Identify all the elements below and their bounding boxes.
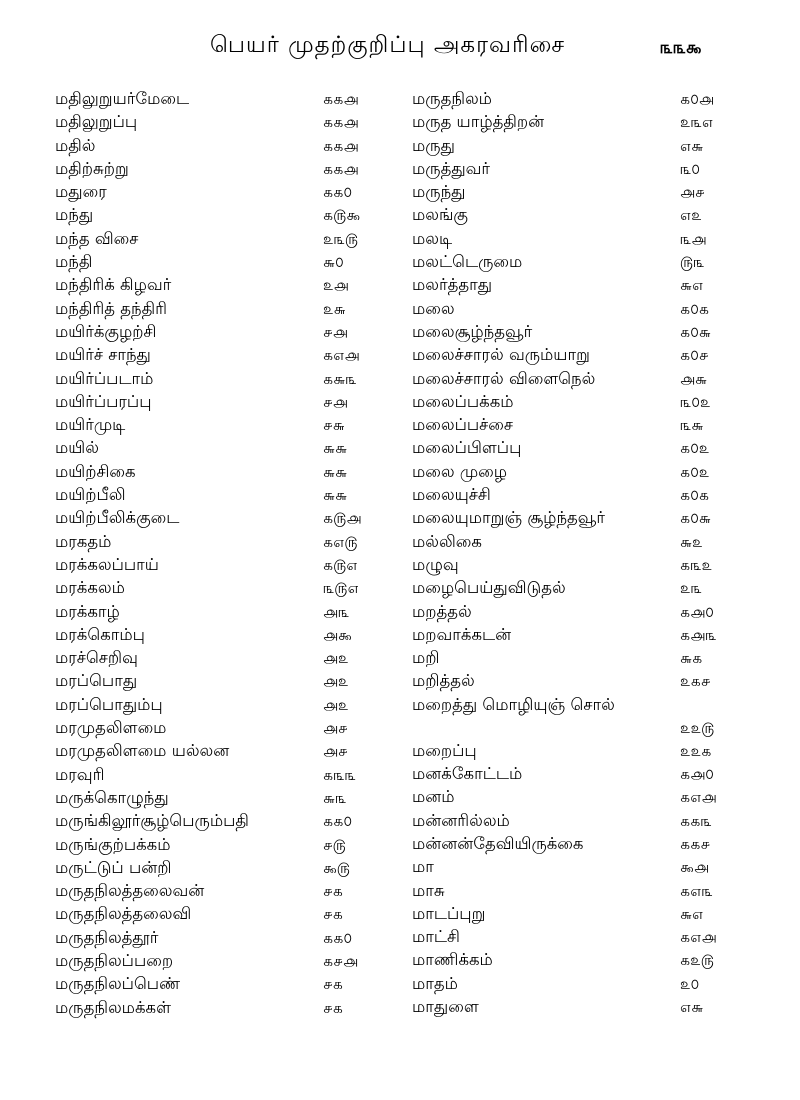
index-entry [412,996,742,1019]
index-term: மலைச்சாரல் வரும்யாறு [412,345,590,365]
index-page-ref: ௬௬ [323,462,348,481]
index-page-ref: ௭௬ [680,136,704,155]
index-term: மந்திரிக் கிழவர் [55,275,172,295]
index-term: மயிர்ப்படாம் [55,368,154,388]
index-page-ref: ௧௦௨ [680,462,710,481]
index-page-ref: ௧௭௫ [323,532,358,551]
index-term: மயில் [55,438,99,458]
index-term: மரக்கொம்பு [55,624,145,644]
index-page-ref: ௬௭ [680,276,704,295]
index-entry [55,368,355,391]
index-page-ref: ௨௧௪ [680,672,711,691]
index-entry [412,670,742,693]
index-entry [412,601,742,624]
index-term: மாதம் [412,973,458,993]
index-page-ref: ௨௩௫ [323,229,359,248]
index-page-ref: ௮௪ [323,742,348,761]
index-entry [412,903,742,926]
index-entry [55,344,360,367]
page-header [0,28,800,68]
index-entry [55,228,359,251]
index-entry [55,414,355,437]
index-entry [55,135,359,158]
index-page-ref: ௯௮ [680,858,709,877]
index-term: மதிலுறுப்பு [55,112,138,132]
index-term: மரமுதலிளமை [55,718,167,738]
index-entry [412,763,742,786]
right-index-column [412,88,742,1019]
index-page-ref: ௬௦ [323,253,344,272]
index-page-ref: ௧௦௨ [680,439,710,458]
index-term: மரப்பொதும்பு [55,694,163,714]
index-term: மருந்து [412,182,466,202]
index-entry [55,391,355,414]
index-page-ref: ௧௦௧ [680,486,710,505]
index-page-ref: ௧௦௬ [680,509,711,528]
index-page-ref: ௪௮ [323,322,348,341]
index-entry [55,251,355,274]
index-page-ref: ௧௧௮ [323,159,359,178]
index-entry [412,694,742,740]
index-term: மலைப்பக்கம் [412,391,514,411]
index-entry [55,997,355,1020]
index-entry [55,670,355,693]
index-term: மதிலுறுயர்மேடை [55,89,190,108]
index-term: மரப்பொது [55,671,138,691]
index-entry [55,857,355,880]
index-term: மருதநிலத்தலைவி [55,904,192,924]
index-page-ref: ௬௬ [323,439,348,458]
index-page-ref: ௧௦௧ [680,299,710,318]
index-term: மனக்கோட்டம் [412,764,523,784]
index-page-ref: ௮௪ [323,719,348,738]
index-term: மரக்காழ் [55,601,120,621]
index-page-ref: ௧௧௩ [680,811,712,830]
index-entry [412,321,742,344]
index-term: மனம் [412,787,455,807]
index-page-ref: ௧௦௪ [680,346,709,365]
index-page-ref: ௧௭௮ [680,928,717,947]
index-entry [55,903,355,926]
index-term: மருதநிலத்தூர் [55,927,159,947]
index-entry [412,507,742,530]
index-entry [412,88,742,111]
index-term: மயிர்ப்பரப்பு [55,391,152,411]
index-page-ref: ௧௫௮ [323,509,362,528]
index-term: மருத யாழ்த்திறன் [412,112,545,132]
index-term: மறவாக்கடன் [412,624,512,644]
index-term: மல்லிகை [412,531,482,551]
index-term: மரச்செறிவு [55,648,138,668]
index-page-ref: ௯௫ [323,858,350,877]
index-entry [412,833,742,856]
index-entry [55,274,355,297]
index-term: மருதநிலப்பறை [55,950,174,970]
index-page-ref: ௧௪௮ [323,951,358,970]
index-term: மயிர்ச் சாந்து [55,345,151,365]
index-entry [55,740,355,763]
left-index-column [55,88,362,1020]
index-page-ref: ௪௧ [323,882,343,901]
page-number: ௩௩௯ [660,38,702,58]
index-term: மாதுளை [412,996,479,1016]
index-page-ref: ௧௧௪ [680,834,711,853]
index-page-ref: ௬௧ [680,649,703,668]
index-term: மலை முழை [412,461,508,481]
index-entry [412,251,742,274]
index-entry [55,624,355,647]
index-term: மருங்குற்பக்கம் [55,834,171,854]
index-term: மந்து [55,205,94,225]
index-entry [412,344,742,367]
index-term: மழுவு [412,554,459,574]
index-page-ref: ௧௭௮ [680,788,717,807]
index-term: மன்னரில்லம் [412,810,510,830]
index-page-ref: ௮௨ [323,695,349,714]
index-entry [55,880,355,903]
index-page-ref: ௧௫௯ [323,206,361,225]
index-page-ref: ௨௩௭ [680,113,714,132]
index-term: மா [412,857,434,877]
index-term: மதுரை [55,182,107,202]
index-page-ref: ௪௧ [323,975,343,994]
index-term: மருதநிலமக்கள் [55,997,171,1017]
index-entry [412,786,742,809]
index-entry [412,973,742,996]
index-entry [412,461,742,484]
index-entry [55,950,358,973]
index-page-ref: ௭௨ [680,206,702,225]
index-term: மருட்டுப் பன்றி [55,857,172,877]
index-term: மயிற்சிகை [55,461,136,481]
index-page-ref: ௫௩ [680,253,705,272]
index-term: மறி [412,648,440,668]
index-term: மதில் [55,135,96,155]
index-page-ref: ௨௮ [323,276,349,295]
index-entry [55,717,355,740]
index-entry [412,298,742,321]
index-page-ref: ௮௯ [323,625,352,644]
index-page-ref: ௨௬ [323,299,346,318]
index-term: மரவுரி [55,764,105,784]
index-entry [412,531,742,554]
index-page-ref: ௨௨௫ [680,718,715,737]
index-page-ref: ௮௬ [680,369,708,388]
index-term: மறித்தல் [412,671,475,691]
index-term: மறைத்து மொழியுஞ் சொல் [412,694,615,714]
index-page-ref: ௧௭௩ [680,881,713,900]
index-term: மரமுதலிளமை யல்லன [55,741,230,761]
index-page-ref: ௧௭௮ [323,346,360,365]
index-page-ref: ௧௦௮ [680,90,714,108]
index-term: மயிற்பீலிக்குடை [55,508,180,528]
index-entry [412,204,742,227]
index-term: மந்தி [55,252,93,272]
page-title: பெயர் முதற்குறிப்பு அகரவரிசை [210,32,566,58]
index-page-ref: ௩௬ [680,416,704,435]
index-term: மலட்டெருமை [412,252,523,272]
index-entry [412,647,742,670]
index-page-ref: ௪௧ [323,998,343,1017]
index-term: மாசு [412,880,445,900]
index-entry [55,111,359,134]
index-entry [412,228,742,251]
index-page-ref: ௬௭ [680,904,704,923]
index-term: மந்த விசை [55,228,139,248]
index-term: மலைசூழ்ந்தவூர் [412,321,533,341]
index-term: மதிற்சுற்று [55,158,129,178]
index-page-ref: ௬௬ [323,486,348,505]
index-page-ref: ௧௧௮ [323,113,359,132]
index-entry [55,577,359,600]
index-page-ref: ௧௩௨ [680,555,713,574]
index-entry [412,181,742,204]
index-page-ref: ௪௮ [323,392,348,411]
index-entry [412,111,742,134]
index-term: மன்னன்தேவியிருக்கை [412,833,584,853]
index-entry [55,181,355,204]
index-term: மருதநிலம் [412,89,492,108]
index-entry [55,531,358,554]
index-page-ref: ௨௦ [680,974,700,993]
index-page-ref: ௩௦௨ [680,392,711,411]
index-entry [55,484,355,507]
index-term: மாடப்புறு [412,903,486,923]
index-entry [412,368,742,391]
index-page-ref: ௧௧௮ [323,136,359,155]
index-entry [412,158,742,181]
index-page-ref: ௧௬௩ [323,369,357,388]
index-page-ref: ௧௦௬ [680,322,711,341]
index-page-ref: ௧௫௭ [323,555,358,574]
index-term: மரக்கலம் [55,578,125,598]
index-entry [412,135,742,158]
index-term: மலைச்சாரல் விளைநெல் [412,368,596,388]
index-page-ref: ௪௧ [323,905,343,924]
index-page-ref: ௩௦ [680,159,700,178]
index-entry [412,856,742,879]
index-entry [412,484,742,507]
index-term: மலை [412,298,455,318]
index-term: மருங்கிலூர்சூழ்பெரும்பதி [55,811,249,831]
index-entry [55,973,355,996]
index-entry [55,810,355,833]
index-term: மருத்துவர் [412,158,491,178]
index-page-ref: ௭௬ [680,997,704,1016]
index-term: மலைப்பிளப்பு [412,438,522,458]
index-page-ref: ௧௮௩ [680,625,717,644]
index-term: மறைப்பு [412,740,477,760]
index-term: மருதநிலப்பெண் [55,974,181,994]
index-entry [55,554,358,577]
index-entry [412,274,742,297]
index-entry [412,554,742,577]
index-term: மருதநிலத்தலைவன் [55,881,205,901]
index-term: மறத்தல் [412,601,472,621]
index-page-ref: ௧௮௦ [680,765,714,784]
index-entry [55,158,359,181]
index-term: மயிர்க்குழற்சி [55,321,157,341]
index-entry [412,949,742,972]
index-entry [55,204,361,227]
index-page-ref: ௧௧௦ [323,183,353,202]
index-entry [55,321,355,344]
index-entry [55,834,355,857]
index-entry [55,88,359,111]
index-entry [412,577,742,600]
index-page-ref: ௬௩ [323,788,347,807]
index-page-ref: ௧௧௦ [323,928,353,947]
index-entry [55,764,355,787]
index-page-ref: ௬௨ [680,532,703,551]
index-entry [55,787,355,810]
index-entry [412,880,742,903]
index-page-ref: ௧௧௮ [323,90,359,108]
index-term: மலையுமாறுஞ் சூழ்ந்தவூர் [412,508,606,528]
index-page-ref: ௩௫௭ [323,579,359,598]
index-term: மாட்சி [412,927,460,947]
index-entry [55,647,355,670]
index-term: மழைபெய்துவிடுதல் [412,578,566,598]
index-entry [55,298,355,321]
index-page-ref: ௮௨ [323,649,349,668]
index-entry [55,507,362,530]
index-term: மந்திரித் தந்திரி [55,298,167,318]
index-entry [55,927,355,950]
index-page-ref: ௮௨ [323,672,349,691]
index-entry [412,437,742,460]
index-term: மரகதம் [55,531,112,551]
index-term: மயிற்பீலி [55,485,126,505]
index-page-ref: ௧௨௫ [680,951,715,970]
index-term: மயிர்முடி [55,415,126,435]
index-term: மருக்கொழுந்து [55,787,169,807]
index-page-ref: ௧௮௦ [680,602,714,621]
index-entry [412,414,742,437]
index-term: மாணிக்கம் [412,950,493,970]
index-entry [412,926,742,949]
index-term: மரக்கலப்பாய் [55,554,159,574]
index-entry [412,740,742,763]
index-page-ref: ௮௩ [323,602,350,621]
index-page-ref: ௧௧௦ [323,812,353,831]
index-page-ref: ௪௫ [323,835,346,854]
index-page-ref: ௨௩ [680,579,703,598]
index-page-ref: ௩௮ [680,229,707,248]
index-term: மலைப்பச்சை [412,415,514,435]
index-page-ref: ௪௬ [323,416,345,435]
index-entry [412,810,742,833]
index-term: மருது [412,135,455,155]
index-page-ref: ௮௪ [680,183,705,202]
index-entry [55,437,355,460]
index-entry [55,461,355,484]
index-term: மலையுச்சி [412,485,491,505]
index-entry [412,391,742,414]
index-term: மலங்கு [412,205,468,225]
index-term: மலடி [412,228,453,248]
index-page-ref: ௧௩௩ [323,765,357,784]
index-entry [55,601,355,624]
index-page-ref: ௨௨௧ [680,741,712,760]
index-term: மலர்த்தாது [412,275,493,295]
index-entry [55,694,355,717]
index-entry [412,624,742,647]
